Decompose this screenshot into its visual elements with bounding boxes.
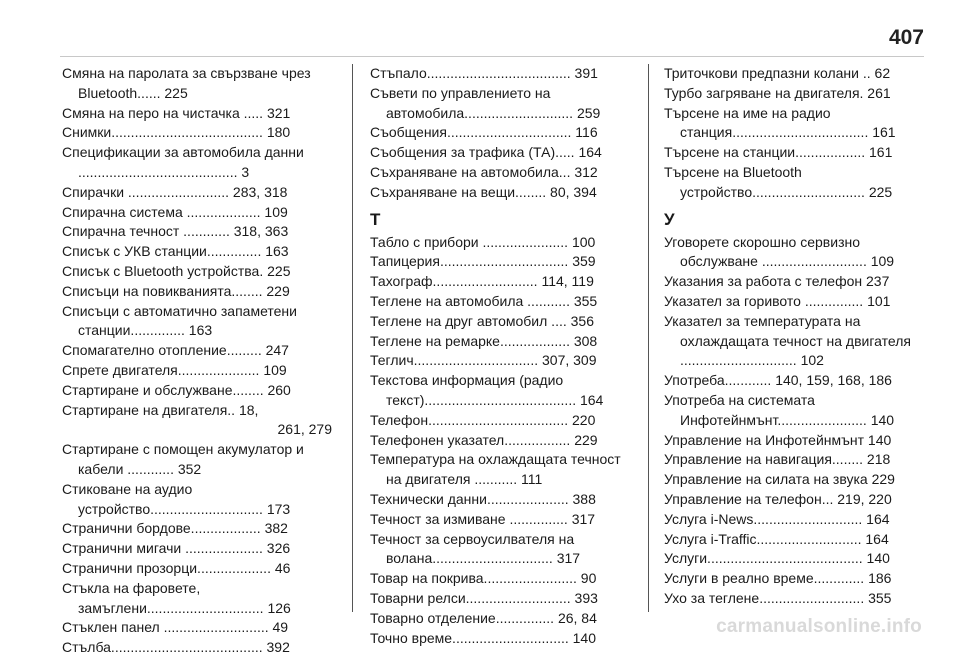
index-entry-text: Точно време.............................. 140 bbox=[370, 629, 596, 646]
index-entry-text: Стълба....................................... 392 bbox=[62, 639, 290, 656]
index-entry bbox=[62, 104, 332, 124]
index-entry bbox=[370, 629, 640, 649]
index-entry bbox=[370, 569, 640, 589]
index-column-2 bbox=[370, 64, 640, 648]
index-entry-text: Температура на охлаждащата течност на двигателя ........... 111 bbox=[370, 451, 621, 488]
index-entry-text: Триточкови предпазни колани .. 62 bbox=[664, 65, 891, 81]
index-entry-text: Спрете двигателя..................... 109 bbox=[62, 361, 287, 378]
index-entry bbox=[62, 559, 332, 579]
index-entry bbox=[664, 371, 926, 391]
index-entry-text: Услуга i-Traffic........................... 164 bbox=[664, 530, 889, 547]
index-entry-text: Товар на покрива........................ 90 bbox=[370, 570, 597, 587]
index-entry bbox=[370, 431, 640, 451]
index-entry-text: Спирачна система ................... 109 bbox=[62, 203, 288, 220]
index-entry-text: Спирачки .......................... 283, 318 bbox=[62, 183, 288, 200]
index-entry bbox=[664, 589, 926, 609]
index-entry bbox=[370, 332, 640, 352]
index-entry-text: Съобщения за трафика (ТА)..... 164 bbox=[370, 144, 602, 161]
index-entry bbox=[62, 539, 332, 559]
index-entry bbox=[664, 431, 926, 451]
index-entry bbox=[664, 490, 926, 510]
index-entry-text: Управление на силата на звука 229 bbox=[664, 471, 895, 488]
index-entry-text: Теглене на автомобила ........... 355 bbox=[370, 292, 598, 309]
index-entry-text: Стартиране на двигателя.. 18, bbox=[62, 401, 259, 418]
index-entry-text: Телефонен указател................. 229 bbox=[370, 431, 598, 448]
index-entry bbox=[370, 312, 640, 332]
index-entry bbox=[62, 638, 332, 658]
index-entry-text: Телефон.................................... 220 bbox=[370, 411, 596, 428]
index-entry bbox=[370, 609, 640, 629]
index-entry bbox=[664, 104, 926, 144]
index-entry-text: Течност за измиване ............... 317 bbox=[370, 510, 596, 527]
index-entry-text: Смяна на паролата за свързване чрез Bluetooth...... 225 bbox=[62, 65, 311, 101]
index-entry-text: Управление на Инфотейнмънт 140 bbox=[664, 431, 892, 448]
index-entry-text: Списък с УКВ станции.............. 163 bbox=[62, 243, 289, 260]
index-entry-text: Стиковане на аудио устройство............................. 173 bbox=[62, 480, 291, 517]
index-entry bbox=[370, 183, 640, 203]
column-divider bbox=[352, 64, 353, 612]
index-entry bbox=[62, 183, 332, 203]
index-entry bbox=[664, 272, 926, 292]
watermark: carmanualsonline.info bbox=[716, 616, 922, 637]
index-entry bbox=[62, 242, 332, 262]
index-entry bbox=[370, 490, 640, 510]
index-entry bbox=[370, 530, 640, 570]
index-entry bbox=[370, 510, 640, 530]
index-entry-text: Течност за сервоусилвателя на волана............................... 317 bbox=[370, 530, 581, 567]
index-entry-text: Услуга i-News............................ 164 bbox=[664, 510, 890, 527]
index-column-3 bbox=[664, 64, 926, 609]
index-entry bbox=[370, 84, 640, 124]
index-entry bbox=[370, 292, 640, 312]
index-entry-text: Спомагателно отопление......... 247 bbox=[62, 342, 289, 359]
index-entry bbox=[62, 123, 332, 143]
index-entry-text: Употреба............ 140, 159, 168, 186 bbox=[664, 372, 892, 389]
index-entry-text: Списъци с автоматично запаметени станции.............. 163 bbox=[62, 302, 297, 339]
index-entry bbox=[370, 123, 640, 143]
index-entry-text: Указател за температурата на охлаждащата течност на двигателя .............................. 102 bbox=[664, 312, 911, 369]
index-entry bbox=[664, 530, 926, 550]
index-entry bbox=[62, 381, 332, 401]
index-entry-text: Стъкла на фаровете, замъглени.............................. 126 bbox=[62, 579, 291, 616]
index-entry bbox=[62, 143, 332, 183]
index-entry bbox=[664, 143, 926, 163]
page-number: 407 bbox=[888, 26, 924, 49]
index-entry-text: Съхраняване на вещи........ 80, 394 bbox=[370, 183, 597, 200]
index-entry-text: Технически данни..................... 388 bbox=[370, 490, 596, 507]
index-entry-text: Указания за работа с телефон 237 bbox=[664, 273, 890, 290]
index-entry-text: Услуги в реално време............. 186 bbox=[664, 570, 892, 587]
index-entry bbox=[370, 272, 640, 292]
index-entry-text: Табло с прибори ...................... 100 bbox=[370, 233, 596, 250]
index-entry bbox=[62, 262, 332, 282]
index-entry-text: Търсене на име на радио станция................................... 161 bbox=[664, 104, 896, 141]
index-entry bbox=[62, 282, 332, 302]
index-entry-text: Товарно отделение............... 26, 84 bbox=[370, 609, 597, 626]
index-entry bbox=[62, 64, 332, 104]
index-entry-text: Спирачна течност ............ 318, 363 bbox=[62, 223, 289, 240]
index-entry bbox=[370, 143, 640, 163]
index-entry bbox=[664, 470, 926, 490]
index-entry bbox=[370, 252, 640, 272]
index-entry bbox=[62, 480, 332, 520]
index-entry bbox=[62, 203, 332, 223]
index-entry-text: Управление на навигация........ 218 bbox=[664, 451, 891, 468]
index-entry-text: Стартиране и обслужване........ 260 bbox=[62, 381, 291, 398]
index-entry bbox=[370, 411, 640, 431]
index-entry-text: Указател за горивото ............... 101 bbox=[664, 292, 891, 309]
index-entry-text: Теглене на друг автомобил .... 356 bbox=[370, 312, 594, 329]
index-entry-pages: 261, 279 bbox=[277, 421, 332, 438]
index-entry-text: Товарни релси........................... 393 bbox=[370, 589, 598, 606]
index-entry-text: Търсене на Bluetooth устройство............................. 225 bbox=[664, 163, 893, 200]
index-column-1 bbox=[62, 64, 332, 658]
column-divider bbox=[648, 64, 649, 612]
index-entry-text: Стъпало..................................... 391 bbox=[370, 65, 598, 81]
index-entry-text: Странични прозорци................... 46 bbox=[62, 559, 291, 576]
index-entry-text: Списъци на повикванията........ 229 bbox=[62, 282, 290, 299]
index-entry bbox=[664, 84, 926, 104]
index-entry bbox=[62, 302, 332, 342]
index-entry bbox=[370, 450, 640, 490]
index-entry bbox=[370, 233, 640, 253]
index-entry-text: Теглич................................ 307, 309 bbox=[370, 352, 597, 369]
index-entry-text: Съвети по управлението на автомобила............................ 259 bbox=[370, 84, 601, 121]
index-entry bbox=[62, 618, 332, 638]
index-entry-text: Странични мигачи .................... 326 bbox=[62, 540, 291, 557]
index-entry-text: Смяна на перо на чистачка ..... 321 bbox=[62, 104, 291, 121]
index-entry-text: Тапицерия................................. 359 bbox=[370, 253, 596, 270]
index-entry-text: Уговорете скорошно сервизно обслужване ........................... 109 bbox=[664, 233, 895, 270]
index-entry-text: Текстова информация (радио текст)....................................... 164 bbox=[370, 372, 604, 408]
index-entry bbox=[664, 312, 926, 371]
index-entry bbox=[370, 163, 640, 183]
index-entry-text: Турбо загряване на двигателя. 261 bbox=[664, 84, 891, 101]
index-entry bbox=[62, 401, 332, 441]
index-entry bbox=[664, 64, 926, 84]
index-entry bbox=[370, 371, 640, 411]
index-entry-text: Търсене на станции.................. 161 bbox=[664, 144, 893, 161]
index-entry bbox=[664, 510, 926, 530]
index-entry-text: Странични бордове.................. 382 bbox=[62, 520, 288, 537]
index-entry bbox=[370, 589, 640, 609]
index-entry bbox=[370, 351, 640, 371]
index-entry-text: Списък с Bluetooth устройства. 225 bbox=[62, 262, 291, 279]
index-entry bbox=[664, 292, 926, 312]
index-letter-heading: Т bbox=[370, 209, 381, 229]
index-entry-text: Теглене на ремарке.................. 308 bbox=[370, 332, 598, 349]
index-entry bbox=[664, 233, 926, 273]
index-entry bbox=[62, 519, 332, 539]
index-entry bbox=[62, 361, 332, 381]
index-entry-text: Управление на телефон... 219, 220 bbox=[664, 490, 892, 507]
index-entry-text: Употреба на системата Инфотейнмънт....................... 140 bbox=[664, 391, 895, 428]
index-entry bbox=[62, 579, 332, 619]
index-entry-text: Спецификации за автомобила данни ......................................... 3 bbox=[62, 144, 304, 180]
index-entry bbox=[62, 222, 332, 242]
top-divider bbox=[60, 56, 924, 57]
index-entry bbox=[664, 391, 926, 431]
index-entry-text: Стъклен панел ........................... 49 bbox=[62, 619, 289, 636]
index-entry bbox=[370, 64, 640, 84]
index-entry bbox=[664, 549, 926, 569]
index-entry-text: Тахограф........................... 114, 119 bbox=[370, 273, 594, 290]
index-entry-text: Ухо за теглене........................... 355 bbox=[664, 589, 892, 606]
index-entry-text: Стартиране с помощен акумулатор и кабели ............ 352 bbox=[62, 441, 304, 477]
index-entry bbox=[62, 341, 332, 361]
index-entry-text: Снимки....................................... 180 bbox=[62, 124, 291, 141]
index-entry-text: Съхраняване на автомобила... 312 bbox=[370, 163, 598, 180]
index-letter-heading: У bbox=[664, 209, 675, 229]
index-entry-text: Съобщения................................ 116 bbox=[370, 124, 598, 141]
index-entry bbox=[664, 450, 926, 470]
index-entry bbox=[62, 440, 332, 480]
index-entry-text: Услуги........................................ 140 bbox=[664, 550, 890, 567]
index-entry bbox=[664, 569, 926, 589]
index-entry bbox=[664, 163, 926, 203]
